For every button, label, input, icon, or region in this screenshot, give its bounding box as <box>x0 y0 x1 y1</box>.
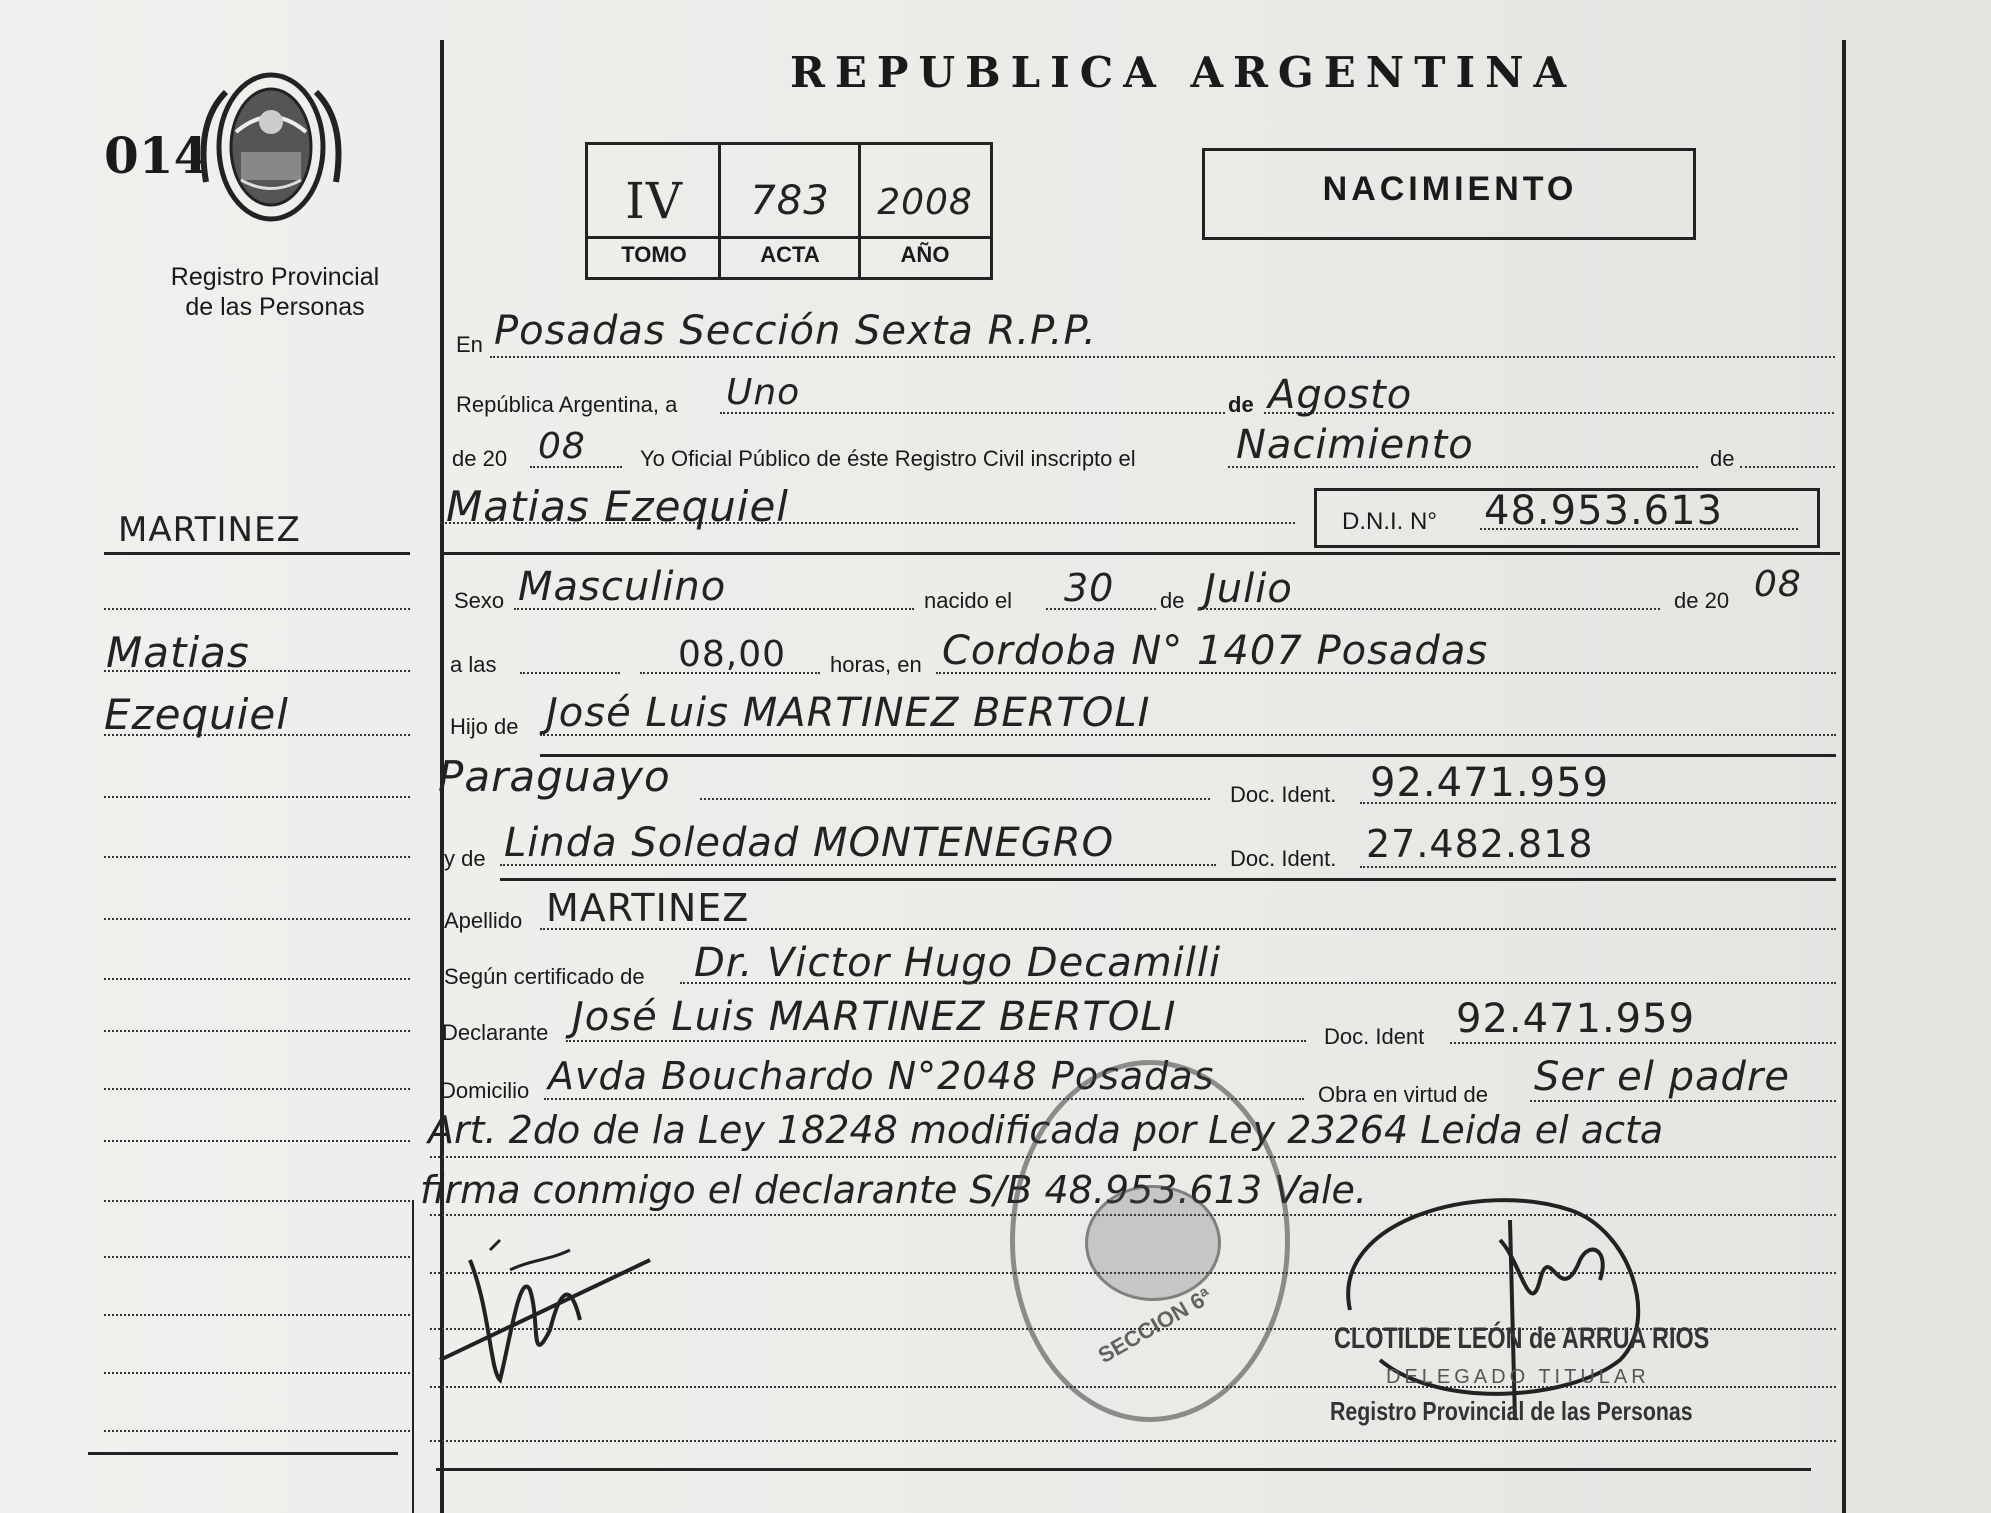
declarante-value: José Luis MARTINEZ BERTOLI <box>572 994 1177 1040</box>
sexo-value: Masculino <box>518 564 727 610</box>
republica-label: República Argentina, a <box>456 392 678 417</box>
de20b-label: de 20 <box>1674 588 1730 613</box>
certificado-value: Dr. Victor Hugo Decamilli <box>694 940 1222 986</box>
registry-line-1: Registro Provincial <box>170 263 380 291</box>
horas-label: horas, en <box>830 652 922 677</box>
extra-text-2: firma conmigo el declarante S/B 48.953.613 Vale. <box>420 1168 1367 1212</box>
dia-value: Uno <box>726 372 801 413</box>
right-border <box>1842 40 1846 1513</box>
apellido-label: Apellido <box>444 908 523 933</box>
official-name: CLOTILDE LEÓN de ARRUA RIOS <box>1334 1322 1710 1355</box>
registry-name <box>140 262 410 322</box>
tomo-value: IV <box>625 172 683 230</box>
official-title: DELEGADO TITULAR <box>1386 1366 1650 1388</box>
nacido-anio: 08 <box>1754 564 1802 605</box>
docident-label-2: Doc. Ident. <box>1230 846 1337 871</box>
extra-text-1: Art. 2do de la Ley 18248 modificada por Ley 23264 Leida el acta <box>428 1108 1664 1152</box>
de-label-3: de <box>1160 588 1185 613</box>
acta-value: 783 <box>750 178 830 224</box>
margin-bottom-rule <box>88 1452 398 1455</box>
oficial-label: Yo Oficial Público de éste Registro Civil inscripto el <box>640 446 1136 471</box>
obra-label: Obra en virtud de <box>1318 1082 1488 1107</box>
sexo-label: Sexo <box>454 588 505 613</box>
en-value: Posadas Sección Sexta R.P.P. <box>494 308 1097 354</box>
nacido-mes: Julio <box>1204 566 1293 612</box>
ano-label: AÑO <box>900 242 950 267</box>
de20-label: de 20 <box>452 446 508 471</box>
seal-text: SECCION 6ª <box>1093 1283 1216 1369</box>
madre-value: Linda Soledad MONTENEGRO <box>504 820 1115 866</box>
hijo-label: Hijo de <box>450 714 519 739</box>
declarante-doc: 92.471.959 <box>1456 996 1696 1042</box>
de-label: de <box>1228 392 1254 417</box>
de-label-2: de <box>1710 446 1735 471</box>
domicilio-value: Avda Bouchardo N°2048 Posadas <box>548 1054 1215 1098</box>
en-label: En <box>456 332 483 357</box>
official-org: Registro Provincial de las Personas <box>1330 1396 1693 1426</box>
nombre-value: Matias Ezequiel <box>446 482 789 531</box>
nacido-dia: 30 <box>1064 566 1115 610</box>
dni-label: D.N.I. N° <box>1342 508 1437 535</box>
margin-given-name-1: Matias <box>106 628 250 677</box>
official-seal-stamp <box>1010 1060 1290 1422</box>
ano-value: 2008 <box>877 182 973 223</box>
nacido-label: nacido el <box>924 588 1013 613</box>
domicilio-label: Domicilio <box>440 1078 530 1103</box>
registry-line-2: de las Personas <box>185 293 365 321</box>
apellido-value: MARTINEZ <box>546 886 750 930</box>
lugar-value: Cordoba N° 1407 Posadas <box>942 628 1489 674</box>
certificado-label: Según certificado de <box>444 964 645 989</box>
acta-label: ACTA <box>760 242 820 267</box>
docident-label: Doc. Ident. <box>1230 782 1337 807</box>
madre-doc: 27.482.818 <box>1366 822 1594 866</box>
far-left-border <box>412 1200 414 1513</box>
dni-value: 48.953.613 <box>1484 488 1724 534</box>
margin-given-name-2: Ezequiel <box>104 690 289 739</box>
yde-label: y de <box>444 846 486 871</box>
docident-label-3: Doc. Ident <box>1324 1024 1425 1049</box>
document-type: NACIMIENTO <box>1322 170 1578 208</box>
provincial-seal-icon <box>196 62 346 232</box>
obra-value: Ser el padre <box>1534 1054 1790 1100</box>
padre-value: José Luis MARTINEZ BERTOLI <box>546 690 1151 736</box>
hora-value: 08,00 <box>678 634 787 675</box>
declarante-label: Declarante <box>442 1020 549 1045</box>
tomo-label: TOMO <box>621 242 687 267</box>
anio-value: 08 <box>538 426 586 467</box>
padre-doc: 92.471.959 <box>1370 760 1610 806</box>
document-number: 014 <box>104 126 209 185</box>
margin-rule <box>104 552 410 555</box>
nacionalidad-value: Paraguayo <box>438 752 671 801</box>
alas-label: a las <box>450 652 497 677</box>
mes-value: Agosto <box>1268 372 1413 418</box>
declarant-signature <box>430 1230 660 1400</box>
country-title: REPUBLICA ARGENTINA <box>790 48 1577 97</box>
inscripto-value: Nacimiento <box>1236 422 1474 468</box>
margin-surname: MARTINEZ <box>118 510 301 550</box>
